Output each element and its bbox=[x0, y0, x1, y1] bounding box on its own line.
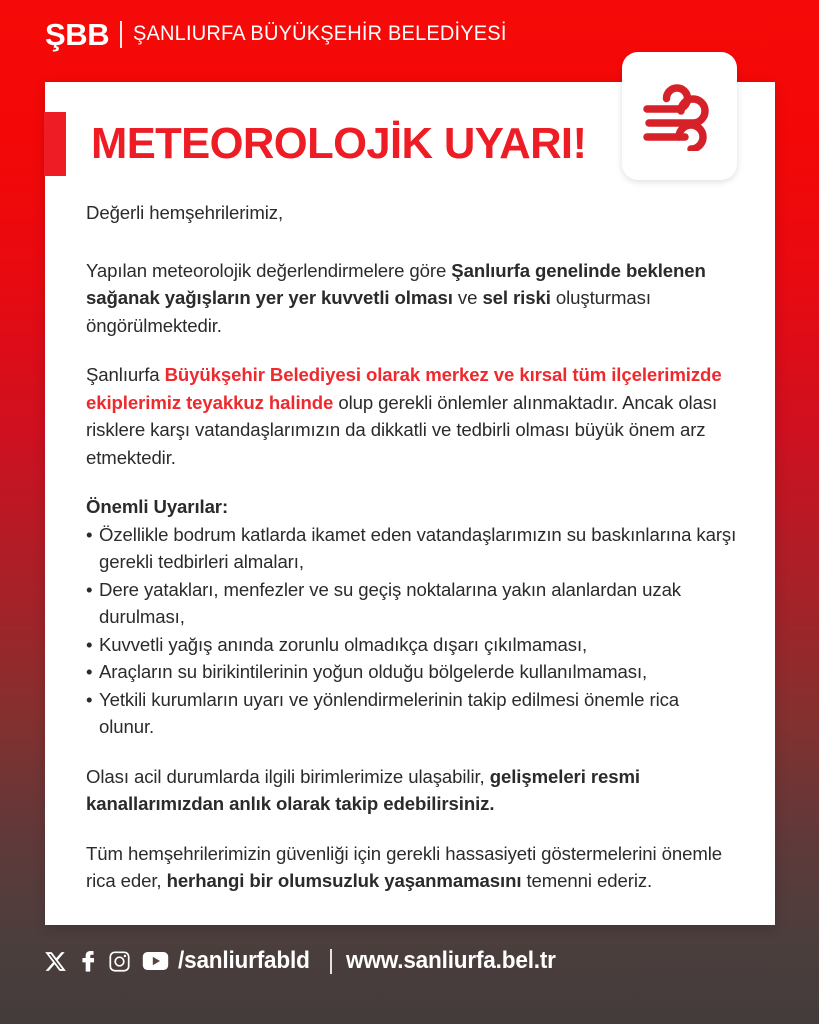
list-item: • Kuvvetli yağış anında zorunlu olmadıkça dışarı çıkılmaması, bbox=[86, 631, 738, 659]
paragraph-readiness-highlight: Büyükşehir Belediyesi olarak merkez ve kırsal tüm ilçelerimizde ekiplerimiz teyakkuz halinde bbox=[86, 364, 722, 413]
logo-divider bbox=[120, 21, 122, 48]
social-icon-group bbox=[44, 950, 169, 973]
list-item: • Dere yatakları, menfezler ve su geçiş noktalarına yakın alanlardan uzak durulması, bbox=[86, 576, 738, 631]
paragraph-forecast-bold-1: Şanlıurfa genelinde beklenen sağanak yağışların yer yer kuvvetli olması bbox=[86, 259, 706, 308]
logo-full-name: ŞANLIURFA BÜYÜKŞEHİR BELEDİYESİ bbox=[133, 21, 507, 46]
facebook-icon[interactable] bbox=[78, 950, 97, 973]
paragraph-contact-bold-1: gelişmeleri resmi kanallarımızdan anlık olarak takip edebilirsiniz. bbox=[86, 765, 640, 814]
announcement-body bbox=[86, 199, 738, 917]
paragraph-readiness-text-2: olup gerekli önlemler alınmaktadır. Ancak olası risklere karşı vatandaşlarımızın da dikkatli ve tedbirli olması büyük önem arz etmektedir. bbox=[86, 391, 718, 468]
instagram-icon[interactable] bbox=[108, 950, 131, 973]
website-url[interactable]: www.sanliurfa.bel.tr bbox=[346, 947, 556, 974]
youtube-icon[interactable] bbox=[142, 951, 169, 971]
list-item: • Araçların su birikintilerinin yoğun olduğu bölgelerde kullanılmaması, bbox=[86, 658, 738, 686]
title-accent-bar bbox=[44, 112, 66, 176]
site-footer bbox=[44, 944, 569, 978]
announcement-card bbox=[45, 82, 775, 925]
paragraph-forecast-text-2: ve bbox=[452, 287, 483, 308]
paragraph-closing-bold-1: herhangi bir olumsuzluk yaşanmamasını bbox=[166, 870, 522, 891]
social-handle[interactable]: /sanliurfabld bbox=[178, 947, 310, 974]
wind-icon-tab bbox=[622, 52, 737, 180]
paragraph-closing-text-2: temenni ederiz. bbox=[521, 870, 653, 891]
page-title: METEOROLOJİK UYARI! bbox=[91, 119, 587, 168]
title-row bbox=[45, 112, 591, 176]
paragraph-readiness bbox=[86, 361, 738, 471]
paragraph-contact bbox=[86, 763, 738, 818]
paragraph-closing bbox=[86, 840, 738, 895]
warnings-list bbox=[86, 521, 738, 741]
paragraph-forecast-text-3: oluşturması öngörülmektedir. bbox=[86, 287, 651, 336]
paragraph-forecast-bold-2: sel riski bbox=[482, 287, 551, 308]
warnings-heading: Önemli Uyarılar: bbox=[86, 496, 229, 517]
paragraph-forecast-text-1: Yapılan meteorolojik değerlendirmelere göre bbox=[86, 259, 452, 281]
x-icon[interactable] bbox=[44, 950, 67, 973]
paragraph-readiness-text-1: Şanlıurfa bbox=[86, 364, 165, 385]
paragraph-forecast bbox=[86, 257, 738, 340]
salutation: Değerli hemşehrilerimiz, bbox=[86, 202, 284, 223]
brand-logo[interactable] bbox=[45, 16, 535, 52]
list-item: • Özellikle bodrum katlarda ikamet eden vatandaşlarımızın su baskınlarına karşı gerekli tedbirleri almaları, bbox=[86, 521, 738, 576]
wind-icon bbox=[641, 81, 719, 151]
footer-divider bbox=[330, 949, 332, 974]
paragraph-closing-text-1: Tüm hemşehrilerimizin güvenliği için gerekli hassasiyeti göstermelerini önemle rica eder, bbox=[86, 842, 723, 891]
paragraph-contact-text-1: Olası acil durumlarda ilgili birimlerimize ulaşabilir, bbox=[86, 765, 490, 787]
list-item: • Yetkili kurumların uyarı ve yönlendirmelerinin takip edilmesi önemle rica olunur. bbox=[86, 686, 738, 741]
logo-abbreviation: ŞBB bbox=[45, 16, 110, 52]
